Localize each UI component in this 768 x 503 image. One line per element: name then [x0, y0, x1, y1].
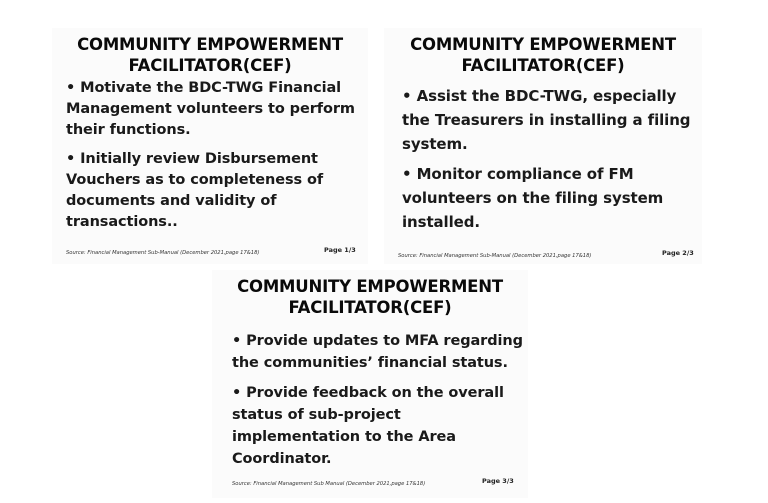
page-number: Page 2/3 — [662, 249, 694, 257]
source-citation: Source: Financial Management Sub-Manual (December 2021,page 17&18) — [398, 253, 592, 259]
slide-title — [384, 34, 702, 76]
bullet-item: • Assist the BDC-TWG, especially the Treasurers in installing a filing system. — [402, 87, 691, 153]
slide-title-line2: FACILITATOR(CEF) — [461, 56, 625, 75]
page-number: Page 3/3 — [482, 477, 514, 485]
slide-title — [52, 34, 368, 76]
slide-3 — [212, 270, 528, 498]
bullet-item: • Provide updates to MFA regarding the communities’ financial status. — [232, 333, 523, 371]
bullet-list — [402, 84, 698, 234]
bullet-item: • Monitor compliance of FM volunteers on the filing system installed. — [402, 165, 664, 231]
slide-title-line2: FACILITATOR(CEF) — [128, 56, 292, 75]
source-citation: Source: Financial Management Sub-Manual (December 2021,page 17&18) — [66, 250, 260, 256]
bullet-item: • Provide feedback on the overall status of sub-project implementation to the Area Coordinator. — [232, 385, 504, 467]
bullet-list — [66, 78, 366, 233]
bullet-item: • Motivate the BDC-TWG Financial Management volunteers to perform their functions. — [66, 80, 355, 138]
slide-1 — [52, 28, 368, 264]
page-number: Page 1/3 — [324, 246, 356, 254]
bullet-item: • Initially review Disbursement Vouchers as to completeness of documents and validity of transactions.. — [66, 151, 324, 230]
slide-title-line1: COMMUNITY EMPOWERMENT — [237, 277, 503, 296]
slide-2 — [384, 28, 702, 264]
slide-title-line1: COMMUNITY EMPOWERMENT — [77, 35, 343, 54]
slide-title-line2: FACILITATOR(CEF) — [288, 298, 452, 317]
slide-title — [212, 276, 528, 318]
source-citation: Source: Financial Management Sub Manual (December 2021,page 17&18) — [232, 481, 426, 487]
bullet-list — [232, 330, 524, 470]
slide-title-line1: COMMUNITY EMPOWERMENT — [410, 35, 676, 54]
